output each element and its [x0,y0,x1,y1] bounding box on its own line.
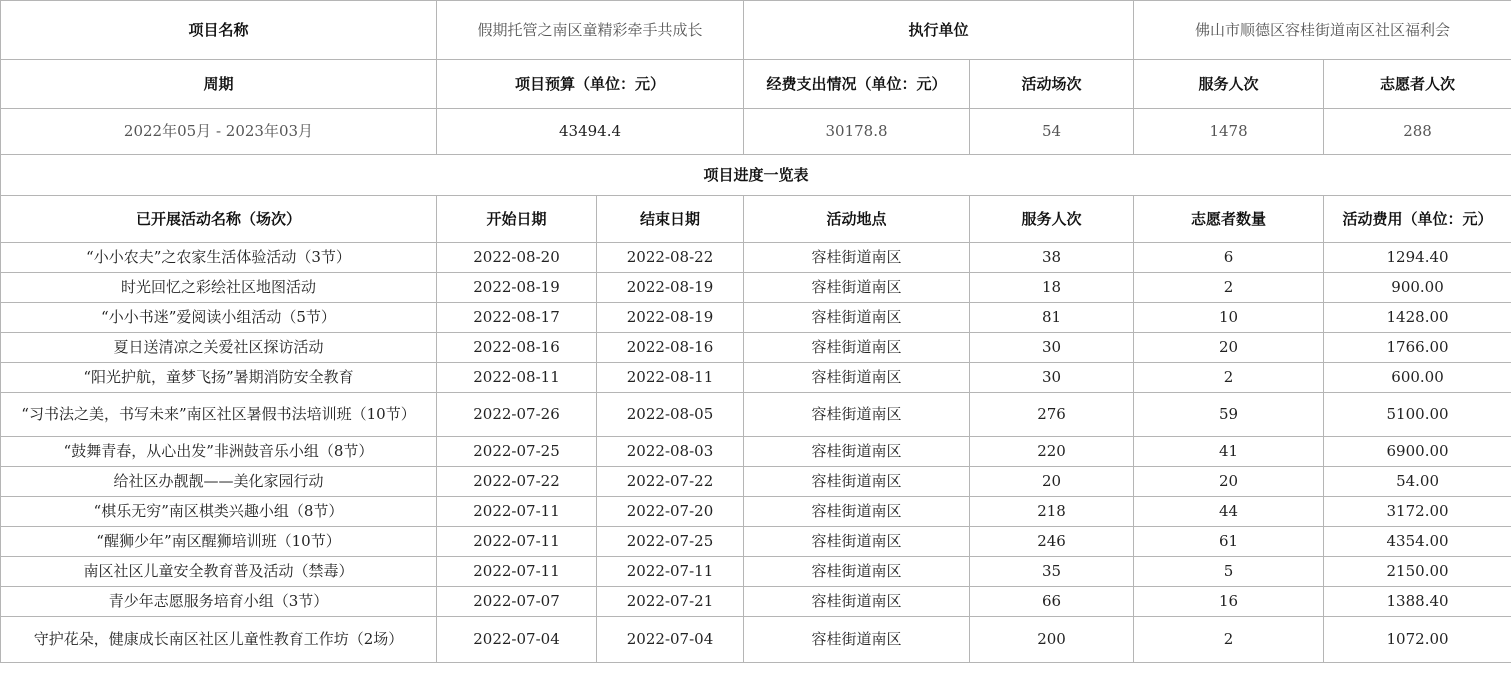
budget-header: 项目预算（单位：元） [437,60,744,109]
progress-table-title: 项目进度一览表 [1,155,1511,196]
served-count-cell: 18 [970,273,1134,303]
activity-cost-cell: 1294.40 [1324,243,1511,273]
activity-name-cell: “习书法之美，书写未来”南区社区暑假书法培训班（10节） [1,393,437,437]
end-date-cell: 2022-08-03 [597,437,744,467]
start-date-cell: 2022-08-20 [437,243,597,273]
start-date-cell: 2022-07-25 [437,437,597,467]
activity-place-cell: 容桂街道南区 [744,243,970,273]
served-count-header: 服务人次 [970,196,1134,243]
volunteer-count-cell: 2 [1134,273,1324,303]
volunteer-count-cell: 20 [1134,333,1324,363]
activity-place-cell: 容桂街道南区 [744,587,970,617]
project-info-row [1,1,1511,60]
activity-place-cell: 容桂街道南区 [744,617,970,663]
activity-name-cell: 守护花朵，健康成长南区社区儿童性教育工作坊（2场） [1,617,437,663]
executing-unit-label: 执行单位 [744,1,1134,60]
table-row [1,437,1511,467]
start-date-cell: 2022-07-04 [437,617,597,663]
activity-place-cell: 容桂街道南区 [744,363,970,393]
activity-name-cell: 时光回忆之彩绘社区地图活动 [1,273,437,303]
table-row [1,557,1511,587]
expense-header: 经费支出情况（单位：元） [744,60,970,109]
start-date-cell: 2022-08-19 [437,273,597,303]
activity-cost-cell: 1766.00 [1324,333,1511,363]
volunteer-count-cell: 59 [1134,393,1324,437]
volunteer-count-cell: 2 [1134,363,1324,393]
activity-cost-cell: 3172.00 [1324,497,1511,527]
start-date-cell: 2022-07-11 [437,497,597,527]
volunteer-count-header: 志愿者数量 [1134,196,1324,243]
volunteer-count-cell: 20 [1134,467,1324,497]
summary-value-row [1,109,1511,155]
activity-cost-cell: 1428.00 [1324,303,1511,333]
start-date-header: 开始日期 [437,196,597,243]
served-count-cell: 20 [970,467,1134,497]
activity-name-cell: “醒狮少年”南区醒狮培训班（10节） [1,527,437,557]
served-count-cell: 30 [970,363,1134,393]
end-date-cell: 2022-08-19 [597,303,744,333]
served-count-cell: 66 [970,587,1134,617]
served-header: 服务人次 [1134,60,1324,109]
served-count-cell: 276 [970,393,1134,437]
table-row [1,243,1511,273]
activity-place-cell: 容桂街道南区 [744,333,970,363]
served-value: 1478 [1134,109,1324,155]
served-count-cell: 246 [970,527,1134,557]
end-date-cell: 2022-07-25 [597,527,744,557]
end-date-cell: 2022-07-22 [597,467,744,497]
end-date-cell: 2022-08-11 [597,363,744,393]
sessions-value: 54 [970,109,1134,155]
progress-header-row [1,196,1511,243]
table-row [1,527,1511,557]
activity-cost-cell: 4354.00 [1324,527,1511,557]
activity-place-cell: 容桂街道南区 [744,393,970,437]
activity-name-cell: “鼓舞青春，从心出发”非洲鼓音乐小组（8节） [1,437,437,467]
table-row [1,467,1511,497]
end-date-header: 结束日期 [597,196,744,243]
activity-cost-cell: 5100.00 [1324,393,1511,437]
start-date-cell: 2022-07-11 [437,527,597,557]
volunteer-count-cell: 44 [1134,497,1324,527]
end-date-cell: 2022-07-04 [597,617,744,663]
end-date-cell: 2022-08-05 [597,393,744,437]
served-count-cell: 30 [970,333,1134,363]
end-date-cell: 2022-08-19 [597,273,744,303]
table-row [1,393,1511,437]
activity-name-cell: 夏日送清凉之关爱社区探访活动 [1,333,437,363]
project-name-label: 项目名称 [1,1,437,60]
volunteers-value: 288 [1324,109,1511,155]
activity-place-cell: 容桂街道南区 [744,467,970,497]
start-date-cell: 2022-07-22 [437,467,597,497]
progress-title-row [1,155,1511,196]
served-count-cell: 35 [970,557,1134,587]
volunteer-count-cell: 61 [1134,527,1324,557]
activity-cost-cell: 600.00 [1324,363,1511,393]
served-count-cell: 200 [970,617,1134,663]
served-count-cell: 220 [970,437,1134,467]
activity-name-cell: 青少年志愿服务培育小组（3节） [1,587,437,617]
volunteer-count-cell: 41 [1134,437,1324,467]
volunteers-header: 志愿者人次 [1324,60,1511,109]
activity-place-header: 活动地点 [744,196,970,243]
table-row [1,273,1511,303]
activity-name-cell: 南区社区儿童安全教育普及活动（禁毒） [1,557,437,587]
activity-cost-cell: 1072.00 [1324,617,1511,663]
table-row [1,617,1511,663]
activity-place-cell: 容桂街道南区 [744,557,970,587]
period-header: 周期 [1,60,437,109]
start-date-cell: 2022-07-11 [437,557,597,587]
period-value: 2022年05月 - 2023年03月 [1,109,437,155]
activity-place-cell: 容桂街道南区 [744,437,970,467]
volunteer-count-cell: 10 [1134,303,1324,333]
activity-name-cell: “小小农夫”之农家生活体验活动（3节） [1,243,437,273]
activity-cost-cell: 900.00 [1324,273,1511,303]
activity-name-header: 已开展活动名称（场次） [1,196,437,243]
budget-value: 43494.4 [437,109,744,155]
activity-cost-cell: 54.00 [1324,467,1511,497]
summary-header-row [1,60,1511,109]
end-date-cell: 2022-07-11 [597,557,744,587]
volunteer-count-cell: 5 [1134,557,1324,587]
served-count-cell: 81 [970,303,1134,333]
expense-value: 30178.8 [744,109,970,155]
project-name-value: 假期托管之南区童精彩牵手共成长 [437,1,744,60]
served-count-cell: 218 [970,497,1134,527]
start-date-cell: 2022-07-26 [437,393,597,437]
start-date-cell: 2022-08-17 [437,303,597,333]
end-date-cell: 2022-07-20 [597,497,744,527]
start-date-cell: 2022-07-07 [437,587,597,617]
table-row [1,303,1511,333]
activity-cost-cell: 2150.00 [1324,557,1511,587]
activity-place-cell: 容桂街道南区 [744,527,970,557]
end-date-cell: 2022-07-21 [597,587,744,617]
start-date-cell: 2022-08-11 [437,363,597,393]
table-row [1,587,1511,617]
activity-name-cell: “小小书迷”爱阅读小组活动（5节） [1,303,437,333]
activity-place-cell: 容桂街道南区 [744,303,970,333]
table-row [1,497,1511,527]
sessions-header: 活动场次 [970,60,1134,109]
activity-name-cell: “阳光护航，童梦飞扬”暑期消防安全教育 [1,363,437,393]
end-date-cell: 2022-08-22 [597,243,744,273]
table-row [1,363,1511,393]
volunteer-count-cell: 2 [1134,617,1324,663]
activity-place-cell: 容桂街道南区 [744,273,970,303]
table-row [1,333,1511,363]
volunteer-count-cell: 16 [1134,587,1324,617]
start-date-cell: 2022-08-16 [437,333,597,363]
activity-name-cell: “棋乐无穷”南区棋类兴趣小组（8节） [1,497,437,527]
end-date-cell: 2022-08-16 [597,333,744,363]
served-count-cell: 38 [970,243,1134,273]
activity-cost-header: 活动费用（单位：元） [1324,196,1511,243]
executing-unit-value: 佛山市顺德区容桂街道南区社区福利会 [1134,1,1511,60]
activity-place-cell: 容桂街道南区 [744,497,970,527]
activity-cost-cell: 6900.00 [1324,437,1511,467]
volunteer-count-cell: 6 [1134,243,1324,273]
activity-name-cell: 给社区办靓靓——美化家园行动 [1,467,437,497]
activity-cost-cell: 1388.40 [1324,587,1511,617]
